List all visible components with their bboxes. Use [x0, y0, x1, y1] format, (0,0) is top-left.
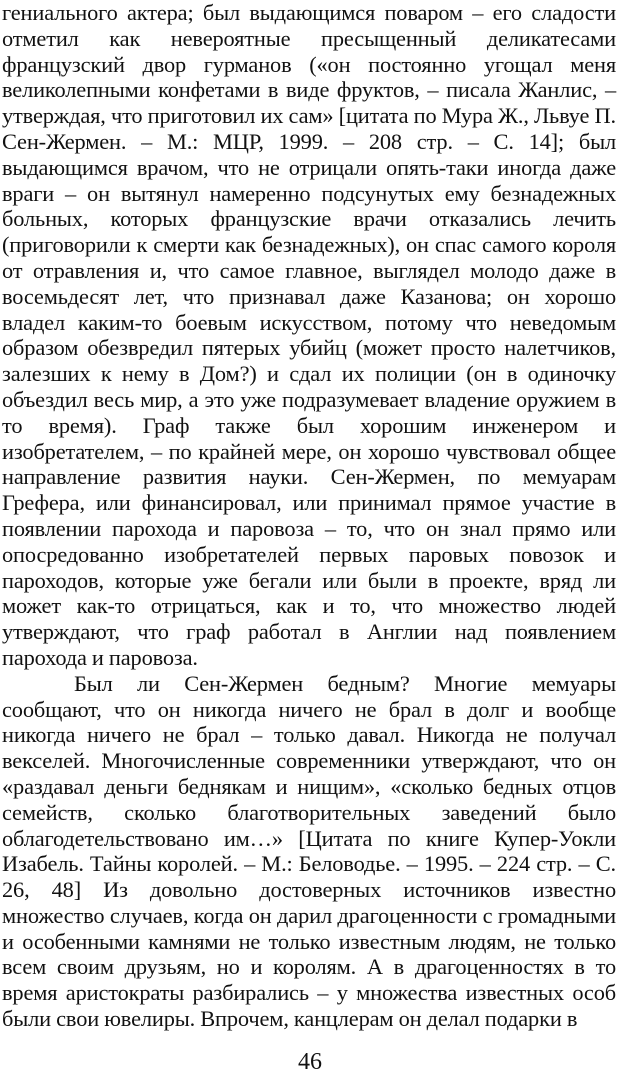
paragraph-2: Был ли Сен-Жермен бедным? Многие мемуары сообщают, что он никогда ничего не брал в долг и вообще никогда ничего не брал – только давал. Никогда не получал векселей. Многочисленные современники утверждают, что он «раздавал деньги беднякам и нищим», «сколько бедных отцов семейств, сколько благотворительных заведений было облагодетельствовано им…» [Цитата по книге Купер-Уокли Изабель. Тайны королей. – М.: Беловодье. – 1995. – 224 стр. – С. 26, 48] Из довольно достоверных источников известно множество случаев, когда он дарил драгоценности с громадными и особенными камнями не только известным людям, не только всем своим друзьям, но и королям. А в драгоценностях в то время аристократы разбирались – у множества известных особ были свои ювелиры. Впрочем, канцлерам он делал подарки в — [2, 670, 616, 1032]
page-number: 46 — [298, 1049, 322, 1075]
page-text — [2, 0, 616, 1032]
paragraph-1: гениального актера; был выдающимся поваром – его сладости отметил как невероятные пресыщенный деликатесами французский двор гурманов («он постоянно угощал меня великолепными конфетами в виде фруктов, – писала Жанлис, – утверждая, что приготовил их сам» [цитата по Мура Ж., Львуе П. Сен-Жермен. – М.: МЦР, 1999. – 208 стр. – С. 14]; был выдающимся врачом, что не отрицали опять-таки иногда даже враги – он вытянул намеренно подсунутых ему безнадежных больных, которых французские врачи отказались лечить (приговорили к смерти как безнадежных), он спас самого короля от отравления и, что самое главное, выглядел молодо даже в восемьдесят лет, что признавал даже Казанова; он хорошо владел каким-то боевым искусством, потому что неведомым образом обезвредил пятерых убийц (может просто налетчиков, залезших к нему в Дом?) и сдал их полиции (он в одиночку объездил весь мир, а это уже подразумевает владение оружием в то время). Граф также был хорошим инженером и изобретателем, – по крайней мере, он хорошо чувствовал общее направление развития науки. Сен-Жермен, по мемуарам Грефера, или финансировал, или принимал прямое участие в появлении парохода и паровоза – то, что он знал прямо или опосредованно изобретателей первых паровых повозок и пароходов, которые уже бегали или были в проекте, вряд ли может как-то отрицаться, как и то, что множество людей утверждают, что граф работал в Англии над появлением парохода и паровоза. — [2, 0, 616, 670]
